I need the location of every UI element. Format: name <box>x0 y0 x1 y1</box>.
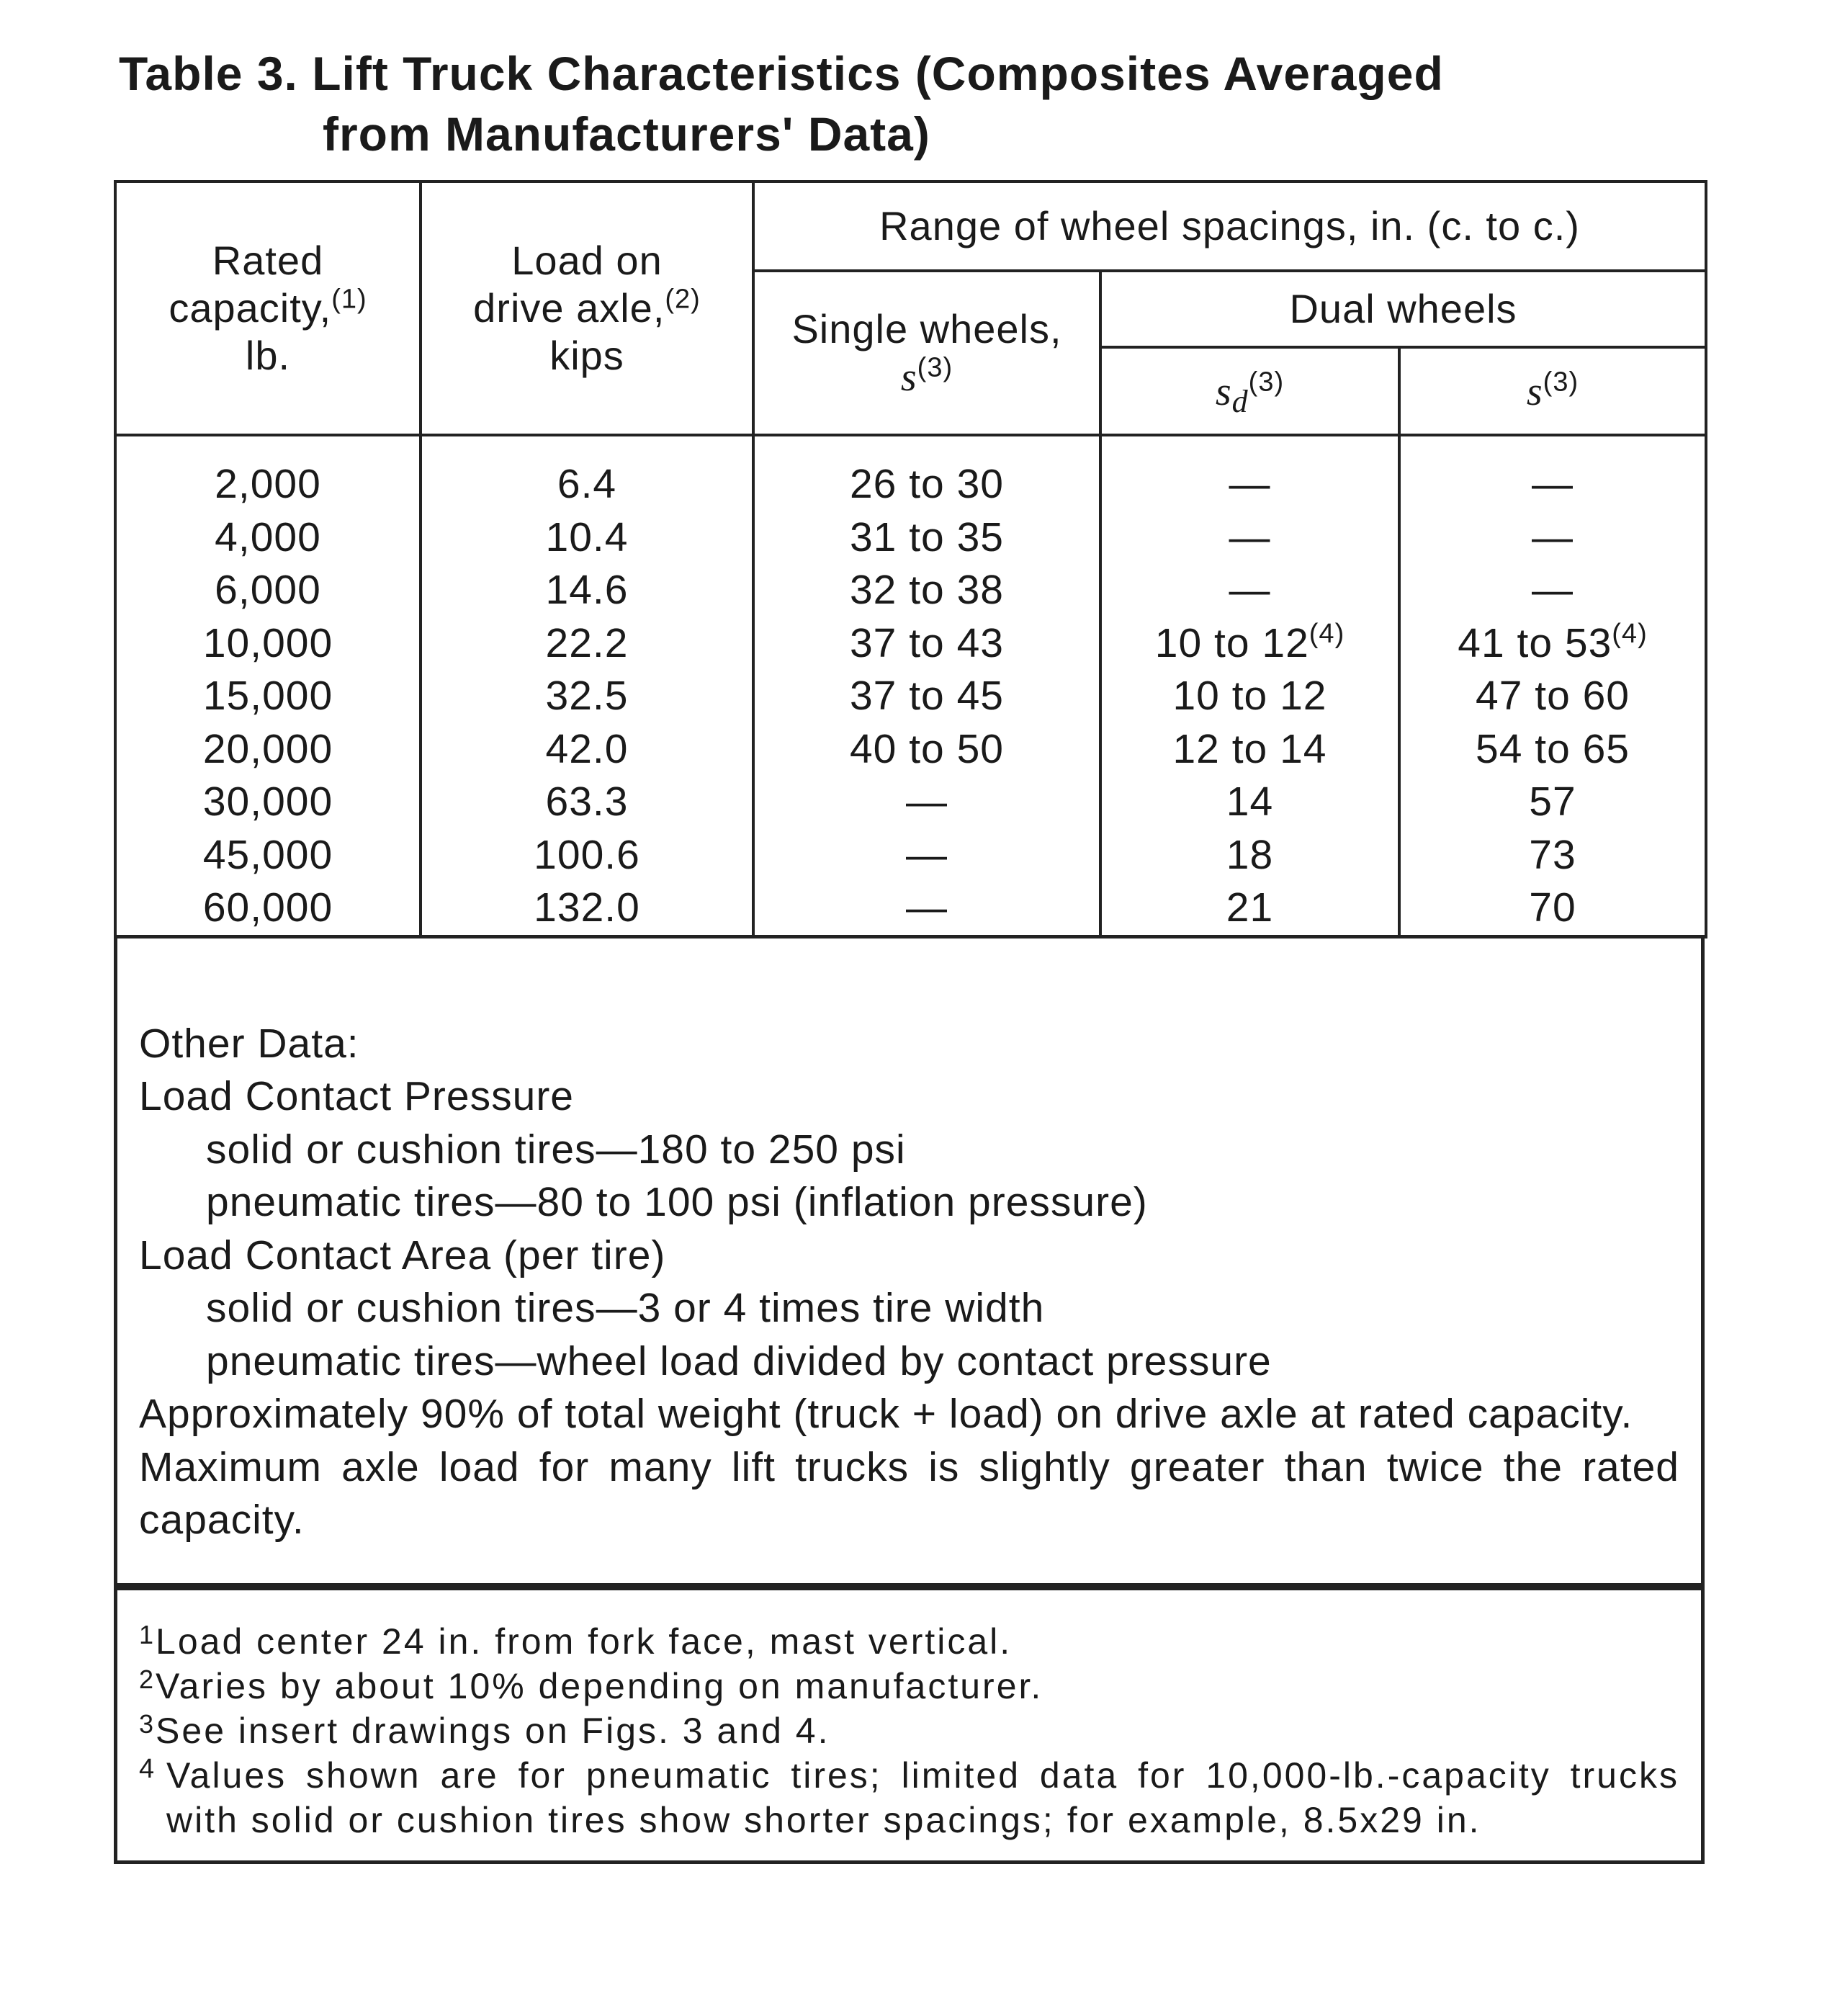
pressure-solid: solid or cushion tires—180 to 250 psi <box>206 1126 906 1173</box>
pressure-heading: Load Contact Pressure <box>139 1073 574 1119</box>
table-cell: — <box>906 884 948 931</box>
table-cell: 57 <box>1529 779 1576 825</box>
header-range-of-wheel-spacings: Range of wheel spacings, in. (c. to c.) <box>753 182 1706 271</box>
footnote-ref-2: (2) <box>665 284 701 315</box>
table-cell: 37 to 45 <box>849 673 1004 719</box>
table-cell: 37 to 43 <box>849 619 1004 666</box>
table-cell: — <box>1532 567 1574 613</box>
other-data-section <box>114 938 1705 1587</box>
table-cell: 54 to 65 <box>1476 725 1630 772</box>
table-cell: — <box>1532 461 1574 507</box>
column-single-wheels <box>753 435 1100 936</box>
table-cell: 26 to 30 <box>849 461 1004 507</box>
table-cell: 45,000 <box>202 831 333 878</box>
footnote-ref-4: (4) <box>1612 618 1648 649</box>
table-cell: 21 <box>1226 884 1274 931</box>
table-cell: — <box>1532 514 1574 560</box>
pressure-pneumatic: pneumatic tires—80 to 100 psi (inflation pressure) <box>206 1179 1148 1225</box>
footnote-3: $^3$See insert drawings on Figs. 3 and 4. <box>139 1708 830 1751</box>
header-s: $s^{(3)}$ <box>1399 347 1706 435</box>
table-cell: 14.6 <box>545 567 629 613</box>
footnote-1: $^1$Load center 24 in. from fork face, mast vertical. <box>139 1619 1013 1662</box>
table-cell: — <box>1229 567 1271 613</box>
table-cell: 32.5 <box>545 673 629 719</box>
column-dual-s <box>1399 435 1706 936</box>
table-cell: 73 <box>1529 831 1576 878</box>
table-cell: 22.2 <box>545 619 629 666</box>
table-cell: 4,000 <box>215 514 321 560</box>
area-pneumatic: pneumatic tires—wheel load divided by contact pressure <box>206 1338 1272 1384</box>
header-load-on-drive-axle: Load on drive axle,$^{(2)}$ kips <box>421 182 753 435</box>
table-cell: 2,000 <box>215 461 321 507</box>
table-cell: 6.4 <box>557 461 617 507</box>
table-cell: 42.0 <box>545 725 629 772</box>
table-cell: 41 to 53$^{(4)}$ <box>1458 618 1648 666</box>
table-cell: 10.4 <box>545 514 629 560</box>
table-cell: — <box>906 831 948 878</box>
table-cell: 32 to 38 <box>849 567 1004 613</box>
footnote-2: $^2$Varies by about 10% depending on manufacturer. <box>139 1664 1043 1706</box>
lift-truck-table <box>114 180 1705 1864</box>
table-cell: 70 <box>1529 884 1576 931</box>
column-dual-sd <box>1100 435 1399 936</box>
area-heading: Load Contact Area (per tire) <box>139 1232 666 1278</box>
column-rated-capacity <box>115 435 421 936</box>
footnotes-section <box>114 1587 1705 1864</box>
table-cell: — <box>906 779 948 825</box>
footnote-ref-4: (4) <box>1308 618 1345 649</box>
column-load-on-drive-axle <box>421 435 753 936</box>
table-cell: 12 to 14 <box>1172 725 1327 772</box>
table-cell: 30,000 <box>202 779 333 825</box>
weight-note: Approximately 90% of total weight (truck + load) on drive axle at rated capacity. <box>139 1391 1633 1437</box>
table-cell: 40 to 50 <box>849 725 1004 772</box>
table-cell: 47 to 60 <box>1476 673 1630 719</box>
header-single-wheels: Single wheels, $s^{(3)}$ <box>753 271 1100 435</box>
header-rated-capacity: Rated capacity,$^{(1)}$ lb. <box>115 182 421 435</box>
table-cell: 6,000 <box>215 567 321 613</box>
table-cell: — <box>1229 461 1271 507</box>
footnote-ref-1: (1) <box>331 284 367 315</box>
table-title-line-2: from Manufacturers' Data) <box>323 107 930 161</box>
header-sd: $s_d^{(3)}$ <box>1100 347 1399 435</box>
table-cell: 18 <box>1226 831 1274 878</box>
table-cell: 60,000 <box>202 884 333 931</box>
footnote-4: 4 Values shown are for pneumatic tires; limited data for 10,000-lb.-capacity trucks with solid or cushion tires show shorter spacings; for example, 8.5x29 in. <box>139 1753 1679 1840</box>
table-title-line-1: Table 3. Lift Truck Characteristics (Composites Averaged <box>119 47 1444 100</box>
table-cell: 63.3 <box>545 779 629 825</box>
table-cell: 100.6 <box>534 831 640 878</box>
other-data-heading: Other Data: <box>139 1020 359 1067</box>
table-cell: 10 to 12$^{(4)}$ <box>1154 618 1345 666</box>
table-cell: 31 to 35 <box>849 514 1004 560</box>
table-cell: 15,000 <box>202 673 333 719</box>
table-cell: — <box>1229 514 1271 560</box>
table-cell: 10,000 <box>202 619 333 666</box>
table-cell: 14 <box>1226 779 1274 825</box>
data-table <box>114 180 1707 938</box>
table-title <box>119 43 1444 164</box>
area-solid: solid or cushion tires—3 or 4 times tire width <box>206 1285 1045 1331</box>
table-cell: 20,000 <box>202 725 333 772</box>
header-dual-wheels: Dual wheels <box>1100 271 1706 347</box>
table-cell: 10 to 12 <box>1172 673 1327 719</box>
max-axle-note: Maximum axle load for many lift trucks is slightly greater than twice the rated capacity. <box>139 1443 1679 1543</box>
table-cell: 132.0 <box>534 884 640 931</box>
